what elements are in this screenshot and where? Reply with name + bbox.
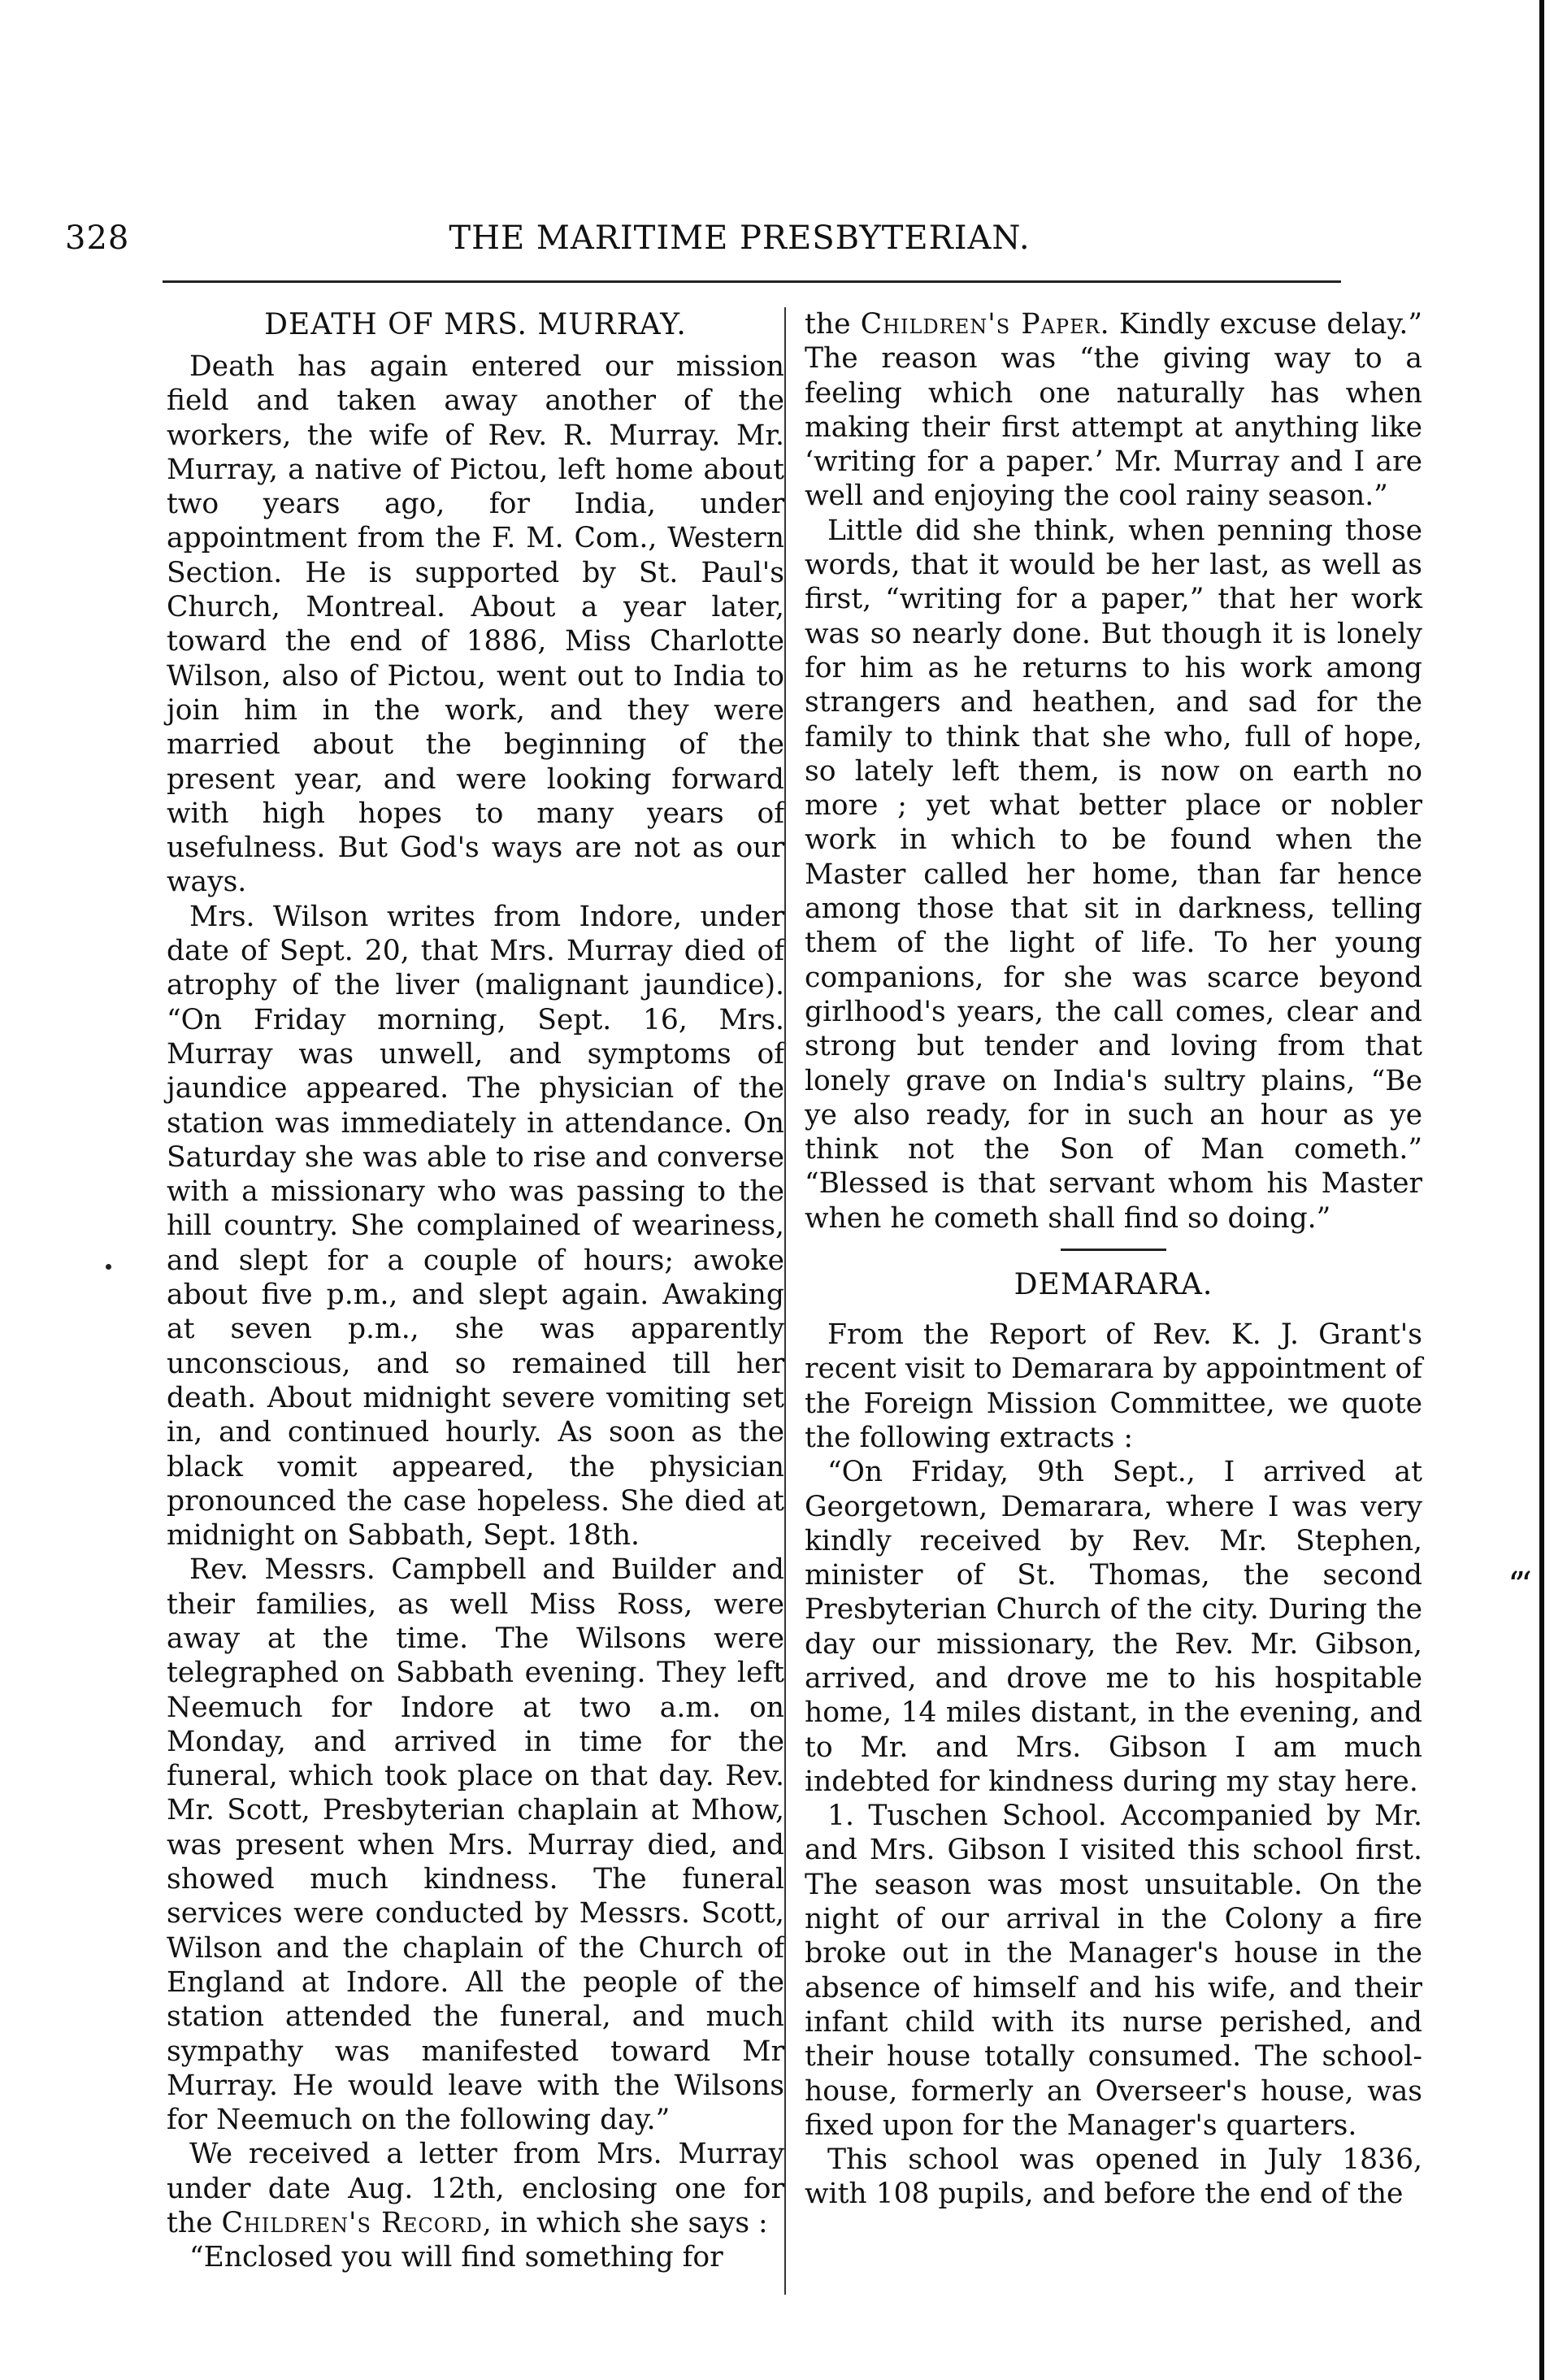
right-column [805,307,1422,2212]
running-head [65,219,1414,262]
article-paragraph: Death has again entered our mission field and taken away another of the workers, the wife of Rev. R. Murray. Mr. Murray, a native of Pictou, left home about two years ago, for India, under appointment from the F. M. Com., Western Section. He is supported by St. Paul's Church, Montreal. About a year later, toward the end of 1886, Miss Charlotte Wilson, also of Pictou, went out to India to join him in the work, and they were married about the beginning of the present year, and were looking forward with high hopes to many years of usefulness. But God's ways are not as our ways. [167,350,784,899]
section-divider [1061,1249,1166,1251]
article-paragraph: “On Friday, 9th Sept., I arrived at Georgetown, Demarara, where I was very kindly received by Rev. Mr. Stephen, minister of St. Thomas, the second Presbyterian Church of the city. During the day our missionary, the Rev. Mr. Gibson, arrived, and drove me to his hospitable home, 14 miles distant, in the evening, and to Mr. and Mrs. Gibson I am much indebted for kindness during my stay here. [805,1456,1422,1798]
letter-intro-text-end: , in which she says : [482,2207,768,2240]
childrens-paper-title: Children's Paper [860,308,1100,341]
article-title-death-of-mrs-murray: DEATH OF MRS. MURRAY. [264,308,687,341]
letter-intro-paragraph [167,2137,784,2240]
page-number: 328 [65,219,130,257]
article-paragraph: 1. Tuschen School. Accompanied by Mr. and Mrs. Gibson I visited this school first. The season was most unsuitable. On the night of our arrival in the Colony a fire broke out in the Manager's house in the absence of himself and his wife, and their infant child with its nurse perished, and their house totally consumed. The school-house, formerly an Overseer's house, was fixed upon for the Manager's quarters. [805,1800,1422,2142]
margin-marks: ‘’‘ [1508,1565,1527,1606]
journal-title: THE MARITIME PRESBYTERIAN. [449,219,1031,257]
article-title-demarara: DEMARARA. [1014,1268,1213,1302]
article-paragraph: This school was opened in July 1836, with 108 pupils, and before the end of the [805,2143,1422,2211]
letter-continuation [805,307,1422,514]
continuation-text: the [805,308,861,341]
reflection-paragraph: Little did she think, when penning those words, that it would be her last, as well as first, “writing for a paper,” that her work was so nearly done. But though it is lonely for him as he returns to his work among strangers and heathen, and sad for the family to think that she who, full of hope, so lately left them, is now on earth no more ; yet what better place or nobler work in which to be found when the Master called her home, than far hence among those that sit in darkness, telling them of the light of life. To her young companions, for she was scarce beyond girlhood's years, the call comes, clear and strong but tender and loving from that lonely grave on India's sultry plains, “Be ye also ready, for in such an hour as ye think not the Son of Man cometh.” “Blessed is that servant whom his Master when he cometh shall find so doing.” [805,514,1422,1235]
childrens-record-title: Children's Record [221,2207,483,2240]
header-rule [163,280,1341,283]
column-divider [784,307,786,2295]
letter-quote-start: “Enclosed you will find something for [189,2241,723,2274]
page-edge-rule [1539,0,1544,2380]
article-paragraph: Mrs. Wilson writes from Indore, under date of Sept. 20, that Mrs. Murray died of atrophy of the liver (malignant jaundice). “On Friday morning, Sept. 16, Mrs. Murray was unwell, and symptoms of jaundice appeared. The physician of the station was immediately in attendance. On Saturday she was able to rise and converse with a missionary who was passing to the hill country. She complained of weariness, and slept for a couple of hours; awoke about five p.m., and slept again. Awaking at seven p.m., she was apparently unconscious, and so remained till her death. About midnight severe vomiting set in, and continued hourly. As soon as the black vomit appeared, the physician pronounced the case hopeless. She died at midnight on Sabbath, Sept. 18th. [167,900,784,1553]
continuation-text-rest: . Kindly excuse delay.” The reason was “the giving way to a feeling which one naturally has when making their first attempt at anything like ‘writing for a paper.’ Mr. Murray and I are well and enjoying the cool rainy season.” [805,308,1422,513]
ink-speck [106,1264,111,1270]
left-column [167,307,784,2275]
article-paragraph: Rev. Messrs. Campbell and Builder and their families, as well Miss Ross, were away at the time. The Wilsons were telegraphed on Sabbath evening. They left Neemuch for Indore at two a.m. on Monday, and arrived in time for the funeral, which took place on that day. Rev. Mr. Scott, Presbyterian chaplain at Mhow, was present when Mrs. Murray died, and showed much kindness. The funeral services were conducted by Messrs. Scott, Wilson and the chaplain of the Church of England at Indore. All the people of the station attended the funeral, and much sympathy was manifested toward Mr Murray. He would leave with the Wilsons for Neemuch on the following day.” [167,1553,784,2137]
letter-intro-text: We received a letter from Mrs. Murray under date Aug. 12th, enclosing one for the [167,2138,784,2240]
article-paragraph: From the Report of Rev. K. J. Grant's recent visit to Demarara by appointment of the Foreign Mission Committee, we quote the following extracts : [805,1318,1422,1454]
